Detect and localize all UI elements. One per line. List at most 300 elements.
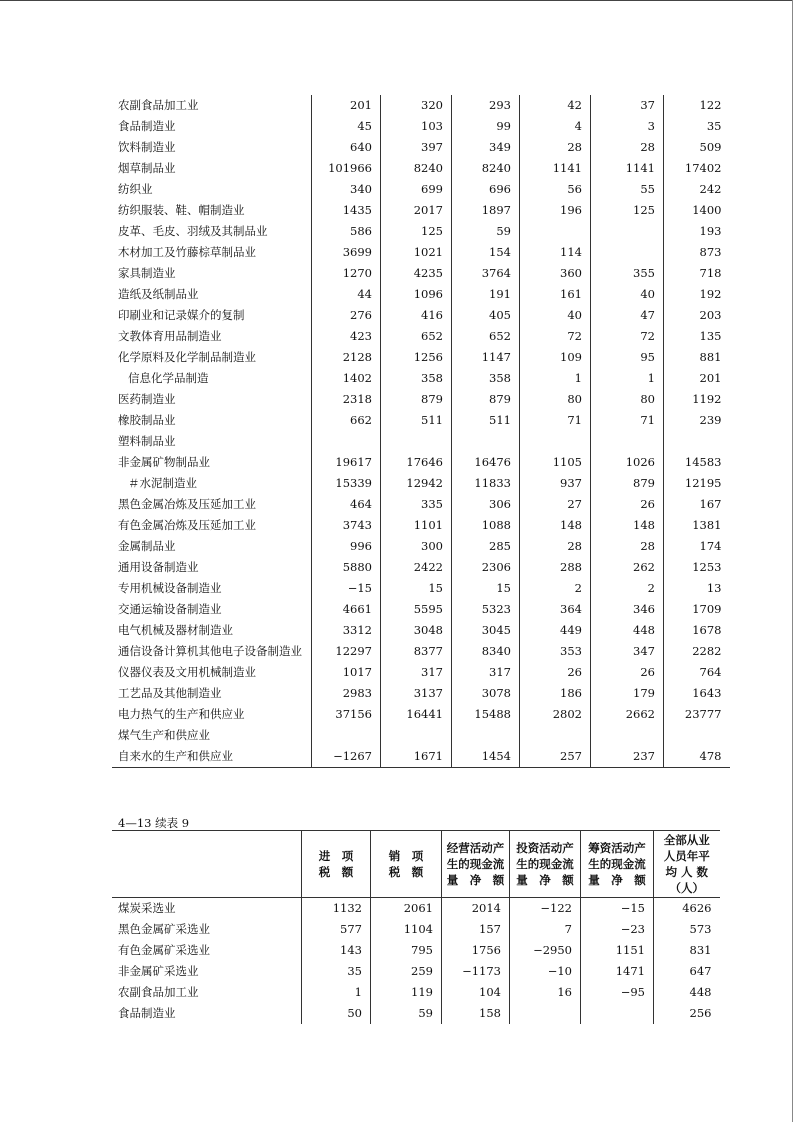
value-cell: 47 xyxy=(591,305,664,326)
value-cell: 1756 xyxy=(442,940,510,961)
header-text: 筹资活动产 生的现金流 量 净 额 xyxy=(588,841,646,887)
value-cell: 764 xyxy=(664,662,730,683)
value-cell: 1256 xyxy=(381,347,452,368)
industry-name: 造纸及纸制品业 xyxy=(118,287,199,301)
industry-name: 医药制造业 xyxy=(118,392,176,406)
value-cell: 300 xyxy=(381,536,452,557)
value-cell: 397 xyxy=(381,137,452,158)
value-cell: 8377 xyxy=(381,641,452,662)
value-cell: 1454 xyxy=(452,746,520,768)
value-cell: 237 xyxy=(591,746,664,768)
value-cell xyxy=(452,725,520,746)
industry-name: 有色金属矿采选业 xyxy=(118,943,210,957)
value-cell: 652 xyxy=(452,326,520,347)
value-cell: 148 xyxy=(520,515,591,536)
industry-name: 印刷业和记录媒介的复制 xyxy=(118,308,245,322)
table-row xyxy=(112,620,730,641)
value-cell: 464 xyxy=(312,494,381,515)
industry-name: 电力热气的生产和供应业 xyxy=(118,707,245,721)
value-cell: 95 xyxy=(591,347,664,368)
value-cell: 1147 xyxy=(452,347,520,368)
value-cell: 340 xyxy=(312,179,381,200)
value-cell: 239 xyxy=(664,410,730,431)
table-row xyxy=(112,410,730,431)
value-cell: 2306 xyxy=(452,557,520,578)
value-cell: 23777 xyxy=(664,704,730,725)
industry-name: 自来水的生产和供应业 xyxy=(112,746,312,768)
value-cell: 795 xyxy=(371,940,442,961)
value-cell: 1026 xyxy=(591,452,664,473)
value-cell: 1471 xyxy=(581,961,654,982)
value-cell: 347 xyxy=(591,641,664,662)
value-cell: 101966 xyxy=(312,158,381,179)
header-output-tax xyxy=(371,831,442,898)
value-cell xyxy=(591,431,664,452)
table-row xyxy=(112,940,720,961)
value-cell: 99 xyxy=(452,116,520,137)
industry-name: 橡胶制品业 xyxy=(118,413,176,427)
value-cell xyxy=(520,431,591,452)
table-row xyxy=(112,704,730,725)
value-cell: 1088 xyxy=(452,515,520,536)
industry-name: 电气机械及器材制造业 xyxy=(118,623,233,637)
value-cell: 13 xyxy=(664,578,730,599)
header-avg-employees xyxy=(654,831,720,898)
industry-statistics-table xyxy=(112,95,730,768)
value-cell xyxy=(591,725,664,746)
value-cell: 3312 xyxy=(312,620,381,641)
value-cell: 2014 xyxy=(442,898,510,920)
header-blank-cell xyxy=(112,831,302,898)
value-cell: 242 xyxy=(664,179,730,200)
value-cell: 1105 xyxy=(520,452,591,473)
value-cell: 37156 xyxy=(312,704,381,725)
value-cell: 56 xyxy=(520,179,591,200)
value-cell xyxy=(312,725,381,746)
value-cell: 3743 xyxy=(312,515,381,536)
industry-name: 文教体育用品制造业 xyxy=(118,329,222,343)
value-cell: 416 xyxy=(381,305,452,326)
value-cell: 1270 xyxy=(312,263,381,284)
value-cell: 44 xyxy=(312,284,381,305)
table-row xyxy=(112,368,730,389)
value-cell: 37 xyxy=(591,95,664,116)
header-investing-cash-flow xyxy=(510,831,581,898)
table-row xyxy=(112,158,730,179)
value-cell: 154 xyxy=(452,242,520,263)
value-cell: 103 xyxy=(381,116,452,137)
value-cell: 2282 xyxy=(664,641,730,662)
industry-name: 非金属矿物制品业 xyxy=(118,455,210,469)
value-cell: 1021 xyxy=(381,242,452,263)
value-cell: 15 xyxy=(452,578,520,599)
value-cell: 3078 xyxy=(452,683,520,704)
value-cell: 662 xyxy=(312,410,381,431)
value-cell: −2950 xyxy=(510,940,581,961)
value-cell: 1141 xyxy=(591,158,664,179)
industry-name: 金属制品业 xyxy=(118,539,176,553)
value-cell: −1173 xyxy=(442,961,510,982)
value-cell: 12942 xyxy=(381,473,452,494)
industry-name: 有色金属冶炼及压延加工业 xyxy=(118,518,256,532)
value-cell: 349 xyxy=(452,137,520,158)
industry-name: 黑色金属冶炼及压延加工业 xyxy=(118,497,256,511)
value-cell: 257 xyxy=(520,746,591,768)
value-cell: 4626 xyxy=(654,898,720,920)
value-cell: 80 xyxy=(520,389,591,410)
value-cell: 8340 xyxy=(452,641,520,662)
value-cell: 1402 xyxy=(312,368,381,389)
industry-name: 纺织服装、鞋、帽制造业 xyxy=(118,203,245,217)
value-cell: 28 xyxy=(591,137,664,158)
value-cell: 16441 xyxy=(381,704,452,725)
value-cell: 879 xyxy=(381,389,452,410)
value-cell xyxy=(591,221,664,242)
table-row xyxy=(112,179,730,200)
table-row xyxy=(112,961,720,982)
value-cell: 201 xyxy=(312,95,381,116)
industry-name: 农副食品加工业 xyxy=(118,98,199,112)
industry-name: 农副食品加工业 xyxy=(118,985,199,999)
value-cell: 8240 xyxy=(452,158,520,179)
value-cell: 2128 xyxy=(312,347,381,368)
value-cell: 8240 xyxy=(381,158,452,179)
table-row xyxy=(112,473,730,494)
value-cell: 364 xyxy=(520,599,591,620)
value-cell: 1192 xyxy=(664,389,730,410)
value-cell: 201 xyxy=(664,368,730,389)
value-cell: 285 xyxy=(452,536,520,557)
value-cell: 45 xyxy=(312,116,381,137)
table-row xyxy=(112,599,730,620)
table-row xyxy=(112,221,730,242)
value-cell: 28 xyxy=(520,137,591,158)
value-cell xyxy=(581,1003,654,1024)
value-cell: 3045 xyxy=(452,620,520,641)
table-row xyxy=(112,200,730,221)
value-cell: −15 xyxy=(581,898,654,920)
table-row xyxy=(112,284,730,305)
value-cell: 114 xyxy=(520,242,591,263)
value-cell: 881 xyxy=(664,347,730,368)
table-row xyxy=(112,431,730,452)
value-cell: 80 xyxy=(591,389,664,410)
table-row xyxy=(112,746,730,768)
table-row xyxy=(112,95,730,116)
value-cell: 71 xyxy=(520,410,591,431)
table-row xyxy=(112,662,730,683)
value-cell: 3048 xyxy=(381,620,452,641)
value-cell: 577 xyxy=(302,919,371,940)
industry-name: 纺织业 xyxy=(118,182,153,196)
value-cell: 2 xyxy=(520,578,591,599)
value-cell: −10 xyxy=(510,961,581,982)
value-cell: 696 xyxy=(452,179,520,200)
value-cell: 17402 xyxy=(664,158,730,179)
value-cell: 158 xyxy=(442,1003,510,1024)
value-cell: 879 xyxy=(591,473,664,494)
table-row xyxy=(112,263,730,284)
value-cell: 186 xyxy=(520,683,591,704)
value-cell: 14583 xyxy=(664,452,730,473)
value-cell: 122 xyxy=(664,95,730,116)
value-cell: 15339 xyxy=(312,473,381,494)
value-cell: 699 xyxy=(381,179,452,200)
value-cell: 276 xyxy=(312,305,381,326)
value-cell xyxy=(510,1003,581,1024)
value-cell: 12195 xyxy=(664,473,730,494)
value-cell xyxy=(520,221,591,242)
value-cell: −95 xyxy=(581,982,654,1003)
value-cell: 148 xyxy=(591,515,664,536)
value-cell: 12297 xyxy=(312,641,381,662)
table-caption: 4—13 续表 9 xyxy=(118,816,190,830)
table-row xyxy=(112,137,730,158)
value-cell: 193 xyxy=(664,221,730,242)
value-cell: 2422 xyxy=(381,557,452,578)
value-cell: 72 xyxy=(520,326,591,347)
value-cell: 143 xyxy=(302,940,371,961)
value-cell: 109 xyxy=(520,347,591,368)
table-row xyxy=(112,452,730,473)
value-cell: 17646 xyxy=(381,452,452,473)
value-cell xyxy=(452,431,520,452)
value-cell: −23 xyxy=(581,919,654,940)
value-cell: 1643 xyxy=(664,683,730,704)
value-cell: 1 xyxy=(302,982,371,1003)
value-cell: 2 xyxy=(591,578,664,599)
value-cell: 1709 xyxy=(664,599,730,620)
value-cell: 174 xyxy=(664,536,730,557)
value-cell xyxy=(381,431,452,452)
value-cell xyxy=(312,431,381,452)
value-cell: 1104 xyxy=(371,919,442,940)
value-cell: 3699 xyxy=(312,242,381,263)
value-cell: 26 xyxy=(520,662,591,683)
value-cell: 262 xyxy=(591,557,664,578)
value-cell: 4235 xyxy=(381,263,452,284)
value-cell: 26 xyxy=(591,494,664,515)
industry-name: 烟草制品业 xyxy=(118,161,176,175)
value-cell: 423 xyxy=(312,326,381,347)
value-cell xyxy=(520,725,591,746)
value-cell: 157 xyxy=(442,919,510,940)
value-cell: 71 xyxy=(591,410,664,431)
industry-name: 食品制造业 xyxy=(118,119,176,133)
value-cell: 873 xyxy=(664,242,730,263)
value-cell: 647 xyxy=(654,961,720,982)
industry-name: 皮革、毛皮、羽绒及其制品业 xyxy=(118,224,268,238)
value-cell: 5323 xyxy=(452,599,520,620)
industry-name: 木材加工及竹藤棕草制品业 xyxy=(118,245,256,259)
value-cell xyxy=(381,725,452,746)
value-cell: 40 xyxy=(520,305,591,326)
value-cell: 1017 xyxy=(312,662,381,683)
table-row xyxy=(112,305,730,326)
value-cell: 2061 xyxy=(371,898,442,920)
industry-name: 信息化学品制造 xyxy=(128,371,209,385)
value-cell: 135 xyxy=(664,326,730,347)
value-cell: 449 xyxy=(520,620,591,641)
value-cell: 831 xyxy=(654,940,720,961)
value-cell: −122 xyxy=(510,898,581,920)
value-cell: 259 xyxy=(371,961,442,982)
value-cell: 192 xyxy=(664,284,730,305)
value-cell: 511 xyxy=(452,410,520,431)
value-cell: 1101 xyxy=(381,515,452,536)
value-cell: 1 xyxy=(520,368,591,389)
table-row xyxy=(112,515,730,536)
value-cell: 358 xyxy=(381,368,452,389)
value-cell: 7 xyxy=(510,919,581,940)
value-cell: 448 xyxy=(591,620,664,641)
value-cell: 288 xyxy=(520,557,591,578)
value-cell: 15 xyxy=(381,578,452,599)
value-cell: 2662 xyxy=(591,704,664,725)
industry-name: 家具制造业 xyxy=(118,266,176,280)
table-row xyxy=(112,683,730,704)
value-cell: 1381 xyxy=(664,515,730,536)
table-row xyxy=(112,242,730,263)
value-cell: 509 xyxy=(664,137,730,158)
header-text: 投资活动产 生的现金流 量 净 额 xyxy=(516,841,574,887)
value-cell: 293 xyxy=(452,95,520,116)
value-cell: 50 xyxy=(302,1003,371,1024)
value-cell: 360 xyxy=(520,263,591,284)
value-cell: 125 xyxy=(591,200,664,221)
value-cell: 1096 xyxy=(381,284,452,305)
value-cell: 35 xyxy=(302,961,371,982)
industry-name: 通用设备制造业 xyxy=(118,560,199,574)
value-cell: 317 xyxy=(381,662,452,683)
value-cell: 55 xyxy=(591,179,664,200)
value-cell: 358 xyxy=(452,368,520,389)
table-row xyxy=(112,347,730,368)
value-cell: 879 xyxy=(452,389,520,410)
header-input-tax xyxy=(302,831,371,898)
value-cell: 203 xyxy=(664,305,730,326)
page-top-border xyxy=(0,0,793,1)
value-cell: 191 xyxy=(452,284,520,305)
value-cell: 28 xyxy=(520,536,591,557)
value-cell: 72 xyxy=(591,326,664,347)
value-cell: 1253 xyxy=(664,557,730,578)
value-cell: 1 xyxy=(591,368,664,389)
value-cell: 1671 xyxy=(381,746,452,768)
value-cell: 196 xyxy=(520,200,591,221)
value-cell: 59 xyxy=(452,221,520,242)
value-cell: 573 xyxy=(654,919,720,940)
value-cell: 346 xyxy=(591,599,664,620)
value-cell: 1141 xyxy=(520,158,591,179)
value-cell: 161 xyxy=(520,284,591,305)
value-cell: 586 xyxy=(312,221,381,242)
value-cell: 42 xyxy=(520,95,591,116)
value-cell: 996 xyxy=(312,536,381,557)
value-cell: 59 xyxy=(371,1003,442,1024)
value-cell: 104 xyxy=(442,982,510,1003)
value-cell: 1678 xyxy=(664,620,730,641)
value-cell: 2318 xyxy=(312,389,381,410)
value-cell: 2017 xyxy=(381,200,452,221)
value-cell: 1400 xyxy=(664,200,730,221)
industry-name: 通信设备计算机其他电子设备制造业 xyxy=(118,644,302,658)
value-cell: 5595 xyxy=(381,599,452,620)
table-row xyxy=(112,557,730,578)
value-cell: 317 xyxy=(452,662,520,683)
table-row xyxy=(112,116,730,137)
table-row xyxy=(112,494,730,515)
value-cell: 335 xyxy=(381,494,452,515)
table-row xyxy=(112,536,730,557)
industry-statistics-table-continued xyxy=(112,830,720,1024)
value-cell: 3 xyxy=(591,116,664,137)
industry-name: 非金属矿采选业 xyxy=(118,964,199,978)
table-row xyxy=(112,898,720,920)
value-cell: 1151 xyxy=(581,940,654,961)
value-cell: 125 xyxy=(381,221,452,242)
header-text: 经营活动产 生的现金流 量 净 额 xyxy=(446,841,505,887)
value-cell: 35 xyxy=(664,116,730,137)
value-cell xyxy=(664,431,730,452)
value-cell: 119 xyxy=(371,982,442,1003)
value-cell: 1435 xyxy=(312,200,381,221)
header-text: 销 项 税 额 xyxy=(388,849,424,879)
value-cell: 16 xyxy=(510,982,581,1003)
value-cell: 40 xyxy=(591,284,664,305)
value-cell: 19617 xyxy=(312,452,381,473)
industry-name: 专用机械设备制造业 xyxy=(118,581,222,595)
value-cell: 1132 xyxy=(302,898,371,920)
value-cell xyxy=(591,242,664,263)
table-row xyxy=(112,1003,720,1024)
value-cell: 4 xyxy=(520,116,591,137)
table-row xyxy=(112,641,730,662)
value-cell: 652 xyxy=(381,326,452,347)
value-cell: 4661 xyxy=(312,599,381,620)
table-row xyxy=(112,982,720,1003)
industry-name: 煤气生产和供应业 xyxy=(118,728,210,742)
table-row xyxy=(112,578,730,599)
value-cell: 478 xyxy=(664,746,730,768)
value-cell: −1267 xyxy=(312,746,381,768)
value-cell: 355 xyxy=(591,263,664,284)
value-cell: 448 xyxy=(654,982,720,1003)
value-cell: 15488 xyxy=(452,704,520,725)
table-row xyxy=(112,725,730,746)
value-cell: 3764 xyxy=(452,263,520,284)
value-cell: 179 xyxy=(591,683,664,704)
industry-name: 仪器仪表及文用机械制造业 xyxy=(118,665,256,679)
table-row xyxy=(112,919,720,940)
header-operating-cash-flow xyxy=(442,831,510,898)
header-text: 进 项 税 额 xyxy=(318,849,354,879)
industry-name: 黑色金属矿采选业 xyxy=(118,922,210,936)
value-cell: 256 xyxy=(654,1003,720,1024)
value-cell: 28 xyxy=(591,536,664,557)
value-cell: 16476 xyxy=(452,452,520,473)
table-row xyxy=(112,389,730,410)
table-row xyxy=(112,326,730,347)
value-cell: 320 xyxy=(381,95,452,116)
value-cell: 26 xyxy=(591,662,664,683)
value-cell: 306 xyxy=(452,494,520,515)
value-cell: 1897 xyxy=(452,200,520,221)
value-cell: 11833 xyxy=(452,473,520,494)
value-cell: 2983 xyxy=(312,683,381,704)
value-cell: 405 xyxy=(452,305,520,326)
header-row xyxy=(112,831,720,898)
